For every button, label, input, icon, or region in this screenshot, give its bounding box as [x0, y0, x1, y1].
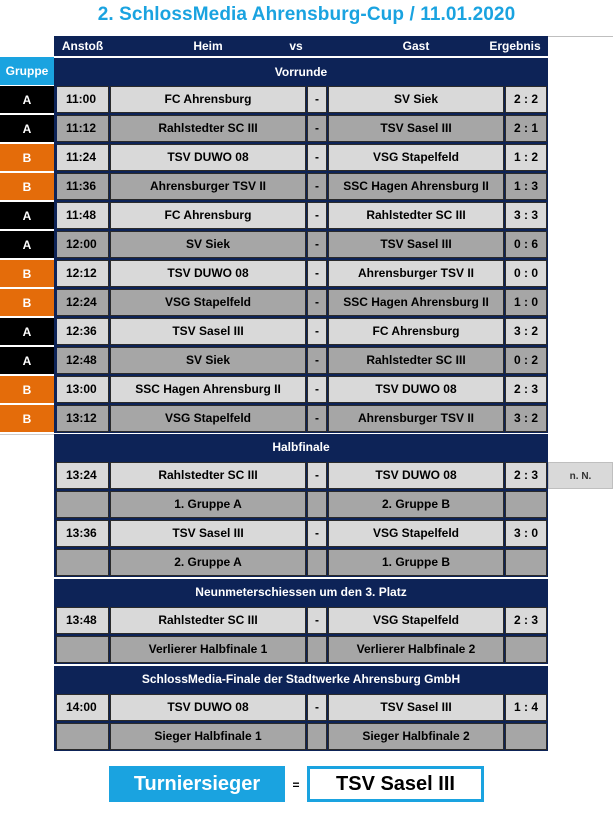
match-result: 2 : 3: [505, 376, 547, 403]
away-team: TSV DUWO 08: [328, 462, 504, 489]
vs-separator: -: [307, 405, 327, 432]
match-time: 12:24: [56, 289, 109, 316]
home-team: Rahlstedter SC III: [110, 462, 306, 489]
away-team: Verlierer Halbfinale 2: [328, 636, 504, 663]
match-result: 3 : 2: [505, 318, 547, 345]
group-badge: A: [0, 347, 54, 375]
group-column-edge: [54, 85, 57, 433]
home-team: FC Ahrensburg: [110, 202, 306, 229]
header-ergebnis: Ergebnis: [489, 39, 541, 53]
table-row: [54, 693, 548, 722]
away-team: TSV Sasel III: [328, 231, 504, 258]
home-team: SSC Hagen Ahrensburg II: [110, 376, 306, 403]
winner-label: Turniersieger: [109, 766, 285, 802]
group-badge: B: [0, 405, 54, 433]
group-badge: A: [0, 86, 54, 114]
match-time: 13:24: [56, 462, 109, 489]
vs-separator: -: [307, 694, 327, 721]
away-team: Ahrensburger TSV II: [328, 260, 504, 287]
header-vs: vs: [289, 39, 303, 53]
table-row: [54, 172, 548, 201]
vs-separator: -: [307, 462, 327, 489]
table-row: [54, 230, 548, 259]
home-team: SV Siek: [110, 347, 306, 374]
away-team: TSV DUWO 08: [328, 376, 504, 403]
home-team: Verlierer Halbfinale 1: [110, 636, 306, 663]
table-row: [54, 346, 548, 375]
vs-separator: -: [307, 607, 327, 634]
table-row: [54, 490, 548, 519]
match-time: 13:36: [56, 520, 109, 547]
group-badge: B: [0, 376, 54, 404]
vs-separator: -: [307, 173, 327, 200]
match-time: [56, 723, 109, 750]
match-result: 3 : 2: [505, 405, 547, 432]
away-team: SV Siek: [328, 86, 504, 113]
away-team: TSV Sasel III: [328, 115, 504, 142]
match-result: 0 : 2: [505, 347, 547, 374]
away-team: SSC Hagen Ahrensburg II: [328, 289, 504, 316]
away-team: Rahlstedter SC III: [328, 347, 504, 374]
group-badge: B: [0, 289, 54, 317]
group-badge: A: [0, 231, 54, 259]
table-row: [54, 317, 548, 346]
home-team: FC Ahrensburg: [110, 86, 306, 113]
table-row: [54, 114, 548, 143]
vs-separator: -: [307, 231, 327, 258]
match-time: 11:00: [56, 86, 109, 113]
match-time: 13:48: [56, 607, 109, 634]
match-result: [505, 491, 547, 518]
vs-separator: -: [307, 520, 327, 547]
away-team: Ahrensburger TSV II: [328, 405, 504, 432]
home-team: TSV DUWO 08: [110, 694, 306, 721]
match-time: 13:00: [56, 376, 109, 403]
match-time: 14:00: [56, 694, 109, 721]
vs-separator: -: [307, 115, 327, 142]
home-team: 1. Gruppe A: [110, 491, 306, 518]
vs-separator: -: [307, 318, 327, 345]
section-platz3: Neunmeterschiessen um den 3. Platz: [54, 579, 548, 606]
group-badge: B: [0, 173, 54, 201]
match-result: 1 : 0: [505, 289, 547, 316]
match-result: 2 : 1: [505, 115, 547, 142]
table-row: [54, 375, 548, 404]
table-row: [54, 259, 548, 288]
match-time: 12:00: [56, 231, 109, 258]
match-result: 0 : 6: [505, 231, 547, 258]
home-team: VSG Stapelfeld: [110, 289, 306, 316]
match-time: 12:36: [56, 318, 109, 345]
home-team: Rahlstedter SC III: [110, 115, 306, 142]
vs-separator: [307, 723, 327, 750]
match-result: 2 : 2: [505, 86, 547, 113]
match-time: 11:12: [56, 115, 109, 142]
table-row: [54, 143, 548, 172]
vs-separator: -: [307, 347, 327, 374]
result-note: n. N.: [548, 462, 613, 489]
away-team: TSV Sasel III: [328, 694, 504, 721]
vs-separator: -: [307, 202, 327, 229]
table-row: [54, 722, 548, 751]
match-result: 1 : 2: [505, 144, 547, 171]
table-row: [54, 288, 548, 317]
section-finale: SchlossMedia-Finale der Stadtwerke Ahrensburg GmbH: [54, 666, 548, 693]
vs-separator: [307, 636, 327, 663]
match-result: 1 : 3: [505, 173, 547, 200]
match-time: [56, 549, 109, 576]
vs-separator: -: [307, 144, 327, 171]
home-team: Rahlstedter SC III: [110, 607, 306, 634]
header-gruppe: Gruppe: [0, 57, 54, 85]
away-team: SSC Hagen Ahrensburg II: [328, 173, 504, 200]
group-badge: A: [0, 115, 54, 143]
away-team: FC Ahrensburg: [328, 318, 504, 345]
match-result: 2 : 3: [505, 607, 547, 634]
table-row: [54, 85, 548, 114]
match-time: [56, 636, 109, 663]
table-row: [54, 201, 548, 230]
vs-separator: -: [307, 376, 327, 403]
match-result: 0 : 0: [505, 260, 547, 287]
table-row: [54, 461, 548, 490]
home-team: SV Siek: [110, 231, 306, 258]
vs-separator: -: [307, 86, 327, 113]
match-time: [56, 491, 109, 518]
match-time: 11:36: [56, 173, 109, 200]
winner-name: TSV Sasel III: [307, 766, 484, 802]
away-team: VSG Stapelfeld: [328, 607, 504, 634]
away-team: Sieger Halbfinale 2: [328, 723, 504, 750]
match-result: 2 : 3: [505, 462, 547, 489]
away-team: 2. Gruppe B: [328, 491, 504, 518]
away-team: 1. Gruppe B: [328, 549, 504, 576]
group-badge: A: [0, 318, 54, 346]
header-anstoss: Anstoß: [61, 39, 104, 53]
vs-separator: -: [307, 289, 327, 316]
home-team: TSV DUWO 08: [110, 144, 306, 171]
home-team: TSV Sasel III: [110, 520, 306, 547]
vs-separator: [307, 491, 327, 518]
home-team: TSV DUWO 08: [110, 260, 306, 287]
home-team: 2. Gruppe A: [110, 549, 306, 576]
match-time: 13:12: [56, 405, 109, 432]
vs-separator: [307, 549, 327, 576]
table-row: [54, 519, 548, 548]
gridline: [548, 36, 613, 37]
match-result: [505, 549, 547, 576]
table-row: [54, 404, 548, 433]
home-team: Ahrensburger TSV II: [110, 173, 306, 200]
away-team: Rahlstedter SC III: [328, 202, 504, 229]
header-gast: Gast: [402, 39, 430, 53]
group-badge: B: [0, 260, 54, 288]
page-title: 2. SchlossMedia Ahrensburg-Cup / 11.01.2020: [97, 4, 516, 25]
match-time: 11:24: [56, 144, 109, 171]
table-row: [54, 548, 548, 577]
group-column-bottom: [0, 434, 54, 435]
section-halbfinale: Halbfinale: [54, 434, 548, 461]
match-time: 12:12: [56, 260, 109, 287]
table-row: [54, 606, 548, 635]
table-row: [54, 635, 548, 664]
match-result: [505, 723, 547, 750]
away-team: VSG Stapelfeld: [328, 520, 504, 547]
section-vorrunde: Vorrunde: [54, 57, 548, 85]
header-heim: Heim: [193, 39, 223, 53]
home-team: VSG Stapelfeld: [110, 405, 306, 432]
group-badge: B: [0, 144, 54, 172]
group-badge: A: [0, 202, 54, 230]
match-result: 1 : 4: [505, 694, 547, 721]
winner-equals: =: [292, 778, 300, 792]
match-time: 12:48: [56, 347, 109, 374]
home-team: Sieger Halbfinale 1: [110, 723, 306, 750]
match-result: [505, 636, 547, 663]
home-team: TSV Sasel III: [110, 318, 306, 345]
match-result: 3 : 3: [505, 202, 547, 229]
match-time: 11:48: [56, 202, 109, 229]
vs-separator: -: [307, 260, 327, 287]
away-team: VSG Stapelfeld: [328, 144, 504, 171]
match-result: 3 : 0: [505, 520, 547, 547]
